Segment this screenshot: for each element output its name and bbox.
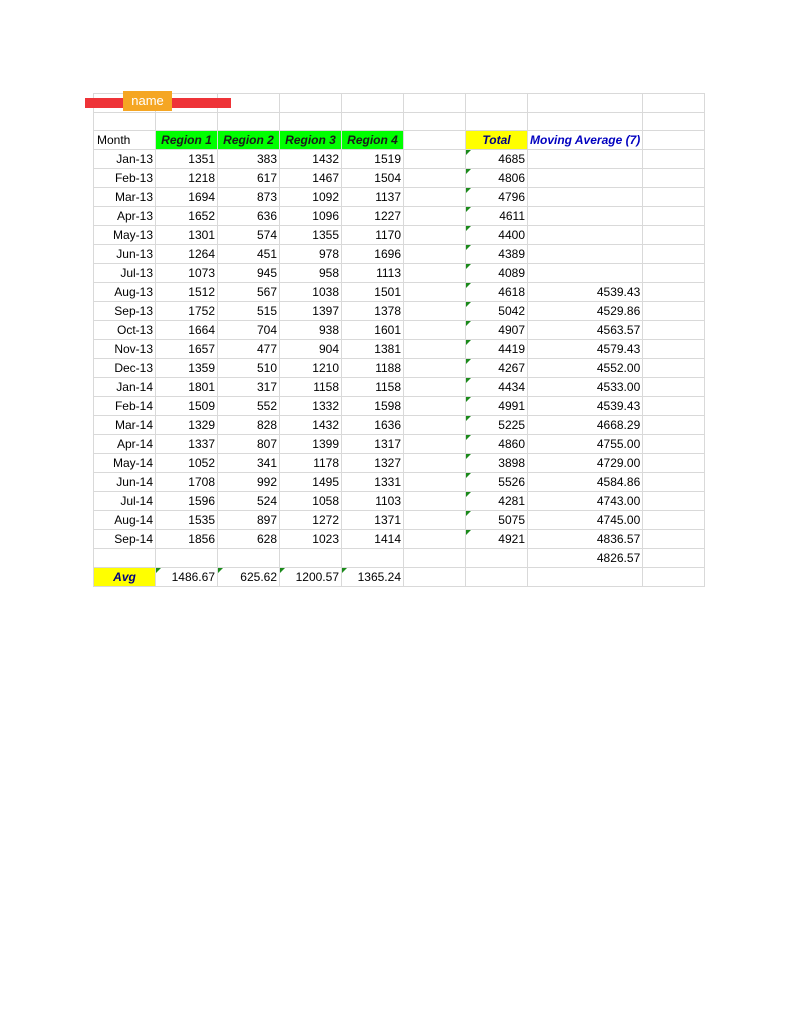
region-2-cell[interactable]: 945 xyxy=(218,264,280,283)
cell[interactable] xyxy=(404,283,466,302)
region-1-cell[interactable]: 1596 xyxy=(156,492,218,511)
total-cell[interactable]: 5526 xyxy=(466,473,528,492)
header-row xyxy=(94,131,705,150)
cell[interactable] xyxy=(528,112,643,131)
avg-region-4[interactable]: 1365.24 xyxy=(342,568,404,587)
moving-average-cell[interactable]: 4836.57 xyxy=(528,530,643,549)
month-cell[interactable]: Jan-13 xyxy=(94,150,156,169)
region-2-cell[interactable]: 552 xyxy=(218,397,280,416)
region-4-cell[interactable]: 1598 xyxy=(342,397,404,416)
cell[interactable] xyxy=(156,549,218,568)
region-2-cell[interactable]: 828 xyxy=(218,416,280,435)
region-4-cell[interactable]: 1188 xyxy=(342,359,404,378)
region-3-cell[interactable]: 1467 xyxy=(280,169,342,188)
cell[interactable] xyxy=(643,454,705,473)
table-row xyxy=(94,188,705,207)
cell[interactable] xyxy=(280,549,342,568)
table-row xyxy=(94,549,705,568)
region-2-cell[interactable]: 383 xyxy=(218,150,280,169)
cell[interactable] xyxy=(94,549,156,568)
region-4-cell[interactable]: 1696 xyxy=(342,245,404,264)
cell[interactable] xyxy=(643,416,705,435)
cell[interactable] xyxy=(528,94,643,113)
region-2-cell[interactable]: 510 xyxy=(218,359,280,378)
cell[interactable] xyxy=(342,112,404,131)
total-cell[interactable]: 4611 xyxy=(466,207,528,226)
total-cell[interactable]: 5075 xyxy=(466,511,528,530)
region-1-cell[interactable]: 1535 xyxy=(156,511,218,530)
empty-row xyxy=(94,112,705,131)
region-3-cell[interactable]: 1038 xyxy=(280,283,342,302)
region-4-cell[interactable]: 1501 xyxy=(342,283,404,302)
cell[interactable] xyxy=(404,150,466,169)
cell[interactable] xyxy=(404,359,466,378)
header-region-1[interactable]: Region 1 xyxy=(156,131,218,150)
region-1-cell[interactable]: 1752 xyxy=(156,302,218,321)
region-2-cell[interactable]: 524 xyxy=(218,492,280,511)
region-1-cell[interactable]: 1694 xyxy=(156,188,218,207)
cell[interactable] xyxy=(643,94,705,113)
region-2-cell[interactable]: 628 xyxy=(218,530,280,549)
cell[interactable] xyxy=(643,435,705,454)
total-cell[interactable]: 4281 xyxy=(466,492,528,511)
cell[interactable] xyxy=(404,568,466,587)
cell[interactable] xyxy=(528,568,643,587)
cell[interactable] xyxy=(643,511,705,530)
region-1-cell[interactable]: 1509 xyxy=(156,397,218,416)
month-cell[interactable]: Aug-13 xyxy=(94,283,156,302)
table-row xyxy=(94,169,705,188)
cell[interactable] xyxy=(404,454,466,473)
table-row xyxy=(94,416,705,435)
cell[interactable] xyxy=(342,549,404,568)
total-cell[interactable]: 4419 xyxy=(466,340,528,359)
region-3-cell[interactable]: 938 xyxy=(280,321,342,340)
region-4-cell[interactable]: 1371 xyxy=(342,511,404,530)
cell[interactable] xyxy=(643,207,705,226)
moving-average-cell[interactable]: 4529.86 xyxy=(528,302,643,321)
region-4-cell[interactable]: 1158 xyxy=(342,378,404,397)
total-cell[interactable]: 4921 xyxy=(466,530,528,549)
header-region-3[interactable]: Region 3 xyxy=(280,131,342,150)
month-cell[interactable]: Dec-13 xyxy=(94,359,156,378)
region-3-cell[interactable]: 1432 xyxy=(280,416,342,435)
moving-average-cell[interactable]: 4745.00 xyxy=(528,511,643,530)
cell[interactable] xyxy=(342,94,404,113)
month-cell[interactable]: Nov-13 xyxy=(94,340,156,359)
region-2-cell[interactable]: 317 xyxy=(218,378,280,397)
month-cell[interactable]: Jun-13 xyxy=(94,245,156,264)
region-4-cell[interactable]: 1378 xyxy=(342,302,404,321)
table-row xyxy=(94,359,705,378)
region-3-cell[interactable]: 958 xyxy=(280,264,342,283)
cell[interactable] xyxy=(643,283,705,302)
month-cell[interactable]: May-14 xyxy=(94,454,156,473)
cell[interactable] xyxy=(643,473,705,492)
cell[interactable] xyxy=(643,378,705,397)
table-row xyxy=(94,207,705,226)
cell[interactable] xyxy=(404,321,466,340)
region-3-cell[interactable]: 1058 xyxy=(280,492,342,511)
region-4-cell[interactable]: 1519 xyxy=(342,150,404,169)
moving-average-cell[interactable]: 4743.00 xyxy=(528,492,643,511)
moving-average-cell[interactable]: 4563.57 xyxy=(528,321,643,340)
region-4-cell[interactable]: 1414 xyxy=(342,530,404,549)
moving-average-cell[interactable]: 4533.00 xyxy=(528,378,643,397)
cell[interactable] xyxy=(404,511,466,530)
table-row xyxy=(94,473,705,492)
cell[interactable] xyxy=(404,473,466,492)
header-region-2[interactable]: Region 2 xyxy=(218,131,280,150)
cell[interactable] xyxy=(643,492,705,511)
region-2-cell[interactable]: 341 xyxy=(218,454,280,473)
total-cell[interactable]: 4400 xyxy=(466,226,528,245)
table-row xyxy=(94,454,705,473)
cell[interactable] xyxy=(404,416,466,435)
region-4-cell[interactable]: 1227 xyxy=(342,207,404,226)
avg-region-3[interactable]: 1200.57 xyxy=(280,568,342,587)
cell[interactable] xyxy=(404,340,466,359)
table-row xyxy=(94,264,705,283)
month-cell[interactable]: Aug-14 xyxy=(94,511,156,530)
table-row xyxy=(94,150,705,169)
month-cell[interactable]: Apr-14 xyxy=(94,435,156,454)
cell[interactable] xyxy=(404,435,466,454)
cell[interactable] xyxy=(643,397,705,416)
total-cell[interactable]: 5225 xyxy=(466,416,528,435)
cell[interactable] xyxy=(643,112,705,131)
cell[interactable] xyxy=(404,378,466,397)
table-row xyxy=(94,283,705,302)
month-cell[interactable]: Mar-13 xyxy=(94,188,156,207)
cell[interactable] xyxy=(404,549,466,568)
total-cell[interactable]: 4860 xyxy=(466,435,528,454)
month-cell[interactable]: Apr-13 xyxy=(94,207,156,226)
header-moving-average[interactable]: Moving Average (7) xyxy=(528,131,643,150)
region-1-cell[interactable]: 1218 xyxy=(156,169,218,188)
region-2-cell[interactable]: 636 xyxy=(218,207,280,226)
cell[interactable] xyxy=(404,188,466,207)
cell[interactable] xyxy=(404,245,466,264)
cell[interactable] xyxy=(643,549,705,568)
moving-average-cell[interactable]: 4539.43 xyxy=(528,283,643,302)
region-3-cell[interactable]: 1158 xyxy=(280,378,342,397)
total-cell[interactable]: 4685 xyxy=(466,150,528,169)
region-1-cell[interactable]: 1329 xyxy=(156,416,218,435)
region-1-cell[interactable]: 1359 xyxy=(156,359,218,378)
total-cell[interactable]: 4267 xyxy=(466,359,528,378)
region-3-cell[interactable]: 1495 xyxy=(280,473,342,492)
cell[interactable] xyxy=(643,302,705,321)
table-row xyxy=(94,245,705,264)
moving-average-cell[interactable]: 4552.00 xyxy=(528,359,643,378)
total-cell[interactable]: 3898 xyxy=(466,454,528,473)
region-3-cell[interactable]: 1432 xyxy=(280,150,342,169)
region-3-cell[interactable]: 1355 xyxy=(280,226,342,245)
month-cell[interactable]: Jul-13 xyxy=(94,264,156,283)
cell[interactable] xyxy=(404,169,466,188)
region-2-cell[interactable]: 992 xyxy=(218,473,280,492)
region-3-cell[interactable]: 1399 xyxy=(280,435,342,454)
table-row xyxy=(94,530,705,549)
region-4-cell[interactable]: 1636 xyxy=(342,416,404,435)
cell[interactable] xyxy=(404,207,466,226)
month-cell[interactable]: Mar-14 xyxy=(94,416,156,435)
month-cell[interactable]: Sep-13 xyxy=(94,302,156,321)
total-cell[interactable]: 4089 xyxy=(466,264,528,283)
moving-average-cell[interactable] xyxy=(528,207,643,226)
region-4-cell[interactable]: 1601 xyxy=(342,321,404,340)
moving-average-cell[interactable] xyxy=(528,245,643,264)
region-3-cell[interactable]: 1210 xyxy=(280,359,342,378)
moving-average-cell[interactable]: 4668.29 xyxy=(528,416,643,435)
region-4-cell[interactable]: 1317 xyxy=(342,435,404,454)
cell[interactable] xyxy=(643,359,705,378)
cell[interactable] xyxy=(643,568,705,587)
region-3-cell[interactable]: 1092 xyxy=(280,188,342,207)
cell[interactable] xyxy=(643,131,705,150)
cell[interactable] xyxy=(404,226,466,245)
region-2-cell[interactable]: 574 xyxy=(218,226,280,245)
cell[interactable] xyxy=(404,397,466,416)
region-1-cell[interactable]: 1801 xyxy=(156,378,218,397)
cell[interactable] xyxy=(643,245,705,264)
cell[interactable] xyxy=(404,302,466,321)
region-2-cell[interactable]: 477 xyxy=(218,340,280,359)
table-row xyxy=(94,226,705,245)
cell[interactable] xyxy=(643,340,705,359)
cell[interactable] xyxy=(466,94,528,113)
cell[interactable] xyxy=(643,530,705,549)
avg-region-1[interactable]: 1486.67 xyxy=(156,568,218,587)
region-3-cell[interactable]: 1272 xyxy=(280,511,342,530)
header-month[interactable]: Month xyxy=(94,131,156,150)
cell[interactable] xyxy=(643,264,705,283)
moving-average-cell[interactable] xyxy=(528,264,643,283)
cell[interactable] xyxy=(280,94,342,113)
region-4-cell[interactable]: 1170 xyxy=(342,226,404,245)
table-row xyxy=(94,340,705,359)
moving-average-cell[interactable] xyxy=(528,169,643,188)
month-cell[interactable]: May-13 xyxy=(94,226,156,245)
cell[interactable] xyxy=(280,112,342,131)
region-4-cell[interactable]: 1331 xyxy=(342,473,404,492)
table-row xyxy=(94,492,705,511)
total-cell[interactable]: 4991 xyxy=(466,397,528,416)
moving-average-cell[interactable]: 4584.86 xyxy=(528,473,643,492)
region-3-cell[interactable]: 1096 xyxy=(280,207,342,226)
cell[interactable] xyxy=(218,112,280,131)
moving-average-cell[interactable] xyxy=(528,150,643,169)
table-row xyxy=(94,378,705,397)
moving-average-cell[interactable] xyxy=(528,226,643,245)
region-2-cell[interactable]: 567 xyxy=(218,283,280,302)
cell[interactable] xyxy=(404,492,466,511)
month-cell[interactable]: Jun-14 xyxy=(94,473,156,492)
total-cell[interactable]: 4618 xyxy=(466,283,528,302)
region-3-cell[interactable]: 978 xyxy=(280,245,342,264)
cell[interactable] xyxy=(404,530,466,549)
table-row xyxy=(94,397,705,416)
total-cell[interactable]: 4806 xyxy=(466,169,528,188)
month-cell[interactable]: Jan-14 xyxy=(94,378,156,397)
region-1-cell[interactable]: 1337 xyxy=(156,435,218,454)
region-1-cell[interactable]: 1657 xyxy=(156,340,218,359)
cell[interactable] xyxy=(466,112,528,131)
month-cell[interactable]: Oct-13 xyxy=(94,321,156,340)
spreadsheet-grid xyxy=(93,93,705,587)
region-4-cell[interactable]: 1103 xyxy=(342,492,404,511)
cell[interactable] xyxy=(404,112,466,131)
moving-average-cell[interactable]: 4755.00 xyxy=(528,435,643,454)
cell[interactable] xyxy=(643,226,705,245)
cell[interactable] xyxy=(643,169,705,188)
cell[interactable] xyxy=(218,549,280,568)
cell[interactable] xyxy=(643,188,705,207)
cell[interactable] xyxy=(404,131,466,150)
region-2-cell[interactable]: 515 xyxy=(218,302,280,321)
region-1-cell[interactable]: 1052 xyxy=(156,454,218,473)
cell[interactable] xyxy=(404,94,466,113)
header-total[interactable]: Total xyxy=(466,131,528,150)
month-cell[interactable]: Feb-13 xyxy=(94,169,156,188)
cell[interactable] xyxy=(643,321,705,340)
total-cell[interactable]: 5042 xyxy=(466,302,528,321)
region-4-cell[interactable]: 1381 xyxy=(342,340,404,359)
month-cell[interactable]: Feb-14 xyxy=(94,397,156,416)
moving-average-cell[interactable] xyxy=(528,188,643,207)
region-4-cell[interactable]: 1327 xyxy=(342,454,404,473)
region-3-cell[interactable]: 1023 xyxy=(280,530,342,549)
name-tag: name xyxy=(123,91,172,111)
region-3-cell[interactable]: 1332 xyxy=(280,397,342,416)
region-1-cell[interactable]: 1708 xyxy=(156,473,218,492)
avg-region-2[interactable]: 625.62 xyxy=(218,568,280,587)
table-row xyxy=(94,511,705,530)
region-2-cell[interactable]: 873 xyxy=(218,188,280,207)
header-region-4[interactable]: Region 4 xyxy=(342,131,404,150)
moving-average-cell[interactable]: 4826.57 xyxy=(528,549,643,568)
region-2-cell[interactable]: 897 xyxy=(218,511,280,530)
region-3-cell[interactable]: 904 xyxy=(280,340,342,359)
region-2-cell[interactable]: 451 xyxy=(218,245,280,264)
moving-average-cell[interactable]: 4729.00 xyxy=(528,454,643,473)
region-1-cell[interactable]: 1073 xyxy=(156,264,218,283)
region-1-cell[interactable]: 1664 xyxy=(156,321,218,340)
region-4-cell[interactable]: 1113 xyxy=(342,264,404,283)
region-1-cell[interactable]: 1351 xyxy=(156,150,218,169)
region-1-cell[interactable]: 1652 xyxy=(156,207,218,226)
region-1-cell[interactable]: 1856 xyxy=(156,530,218,549)
cell[interactable] xyxy=(404,264,466,283)
region-2-cell[interactable]: 617 xyxy=(218,169,280,188)
region-2-cell[interactable]: 704 xyxy=(218,321,280,340)
region-4-cell[interactable]: 1504 xyxy=(342,169,404,188)
total-cell[interactable]: 4434 xyxy=(466,378,528,397)
region-1-cell[interactable]: 1512 xyxy=(156,283,218,302)
region-3-cell[interactable]: 1397 xyxy=(280,302,342,321)
table-row xyxy=(94,302,705,321)
month-cell[interactable]: Jul-14 xyxy=(94,492,156,511)
average-row xyxy=(94,568,705,587)
cell[interactable] xyxy=(156,112,218,131)
total-cell[interactable]: 4796 xyxy=(466,188,528,207)
cell[interactable] xyxy=(94,112,156,131)
cell[interactable] xyxy=(643,150,705,169)
table-row xyxy=(94,321,705,340)
table-row xyxy=(94,435,705,454)
region-4-cell[interactable]: 1137 xyxy=(342,188,404,207)
month-cell[interactable]: Sep-14 xyxy=(94,530,156,549)
cell[interactable] xyxy=(466,568,528,587)
cell[interactable] xyxy=(466,549,528,568)
avg-label[interactable]: Avg xyxy=(94,568,156,587)
total-cell[interactable]: 4389 xyxy=(466,245,528,264)
region-1-cell[interactable]: 1301 xyxy=(156,226,218,245)
region-1-cell[interactable]: 1264 xyxy=(156,245,218,264)
moving-average-cell[interactable]: 4539.43 xyxy=(528,397,643,416)
moving-average-cell[interactable]: 4579.43 xyxy=(528,340,643,359)
total-cell[interactable]: 4907 xyxy=(466,321,528,340)
region-2-cell[interactable]: 807 xyxy=(218,435,280,454)
region-3-cell[interactable]: 1178 xyxy=(280,454,342,473)
